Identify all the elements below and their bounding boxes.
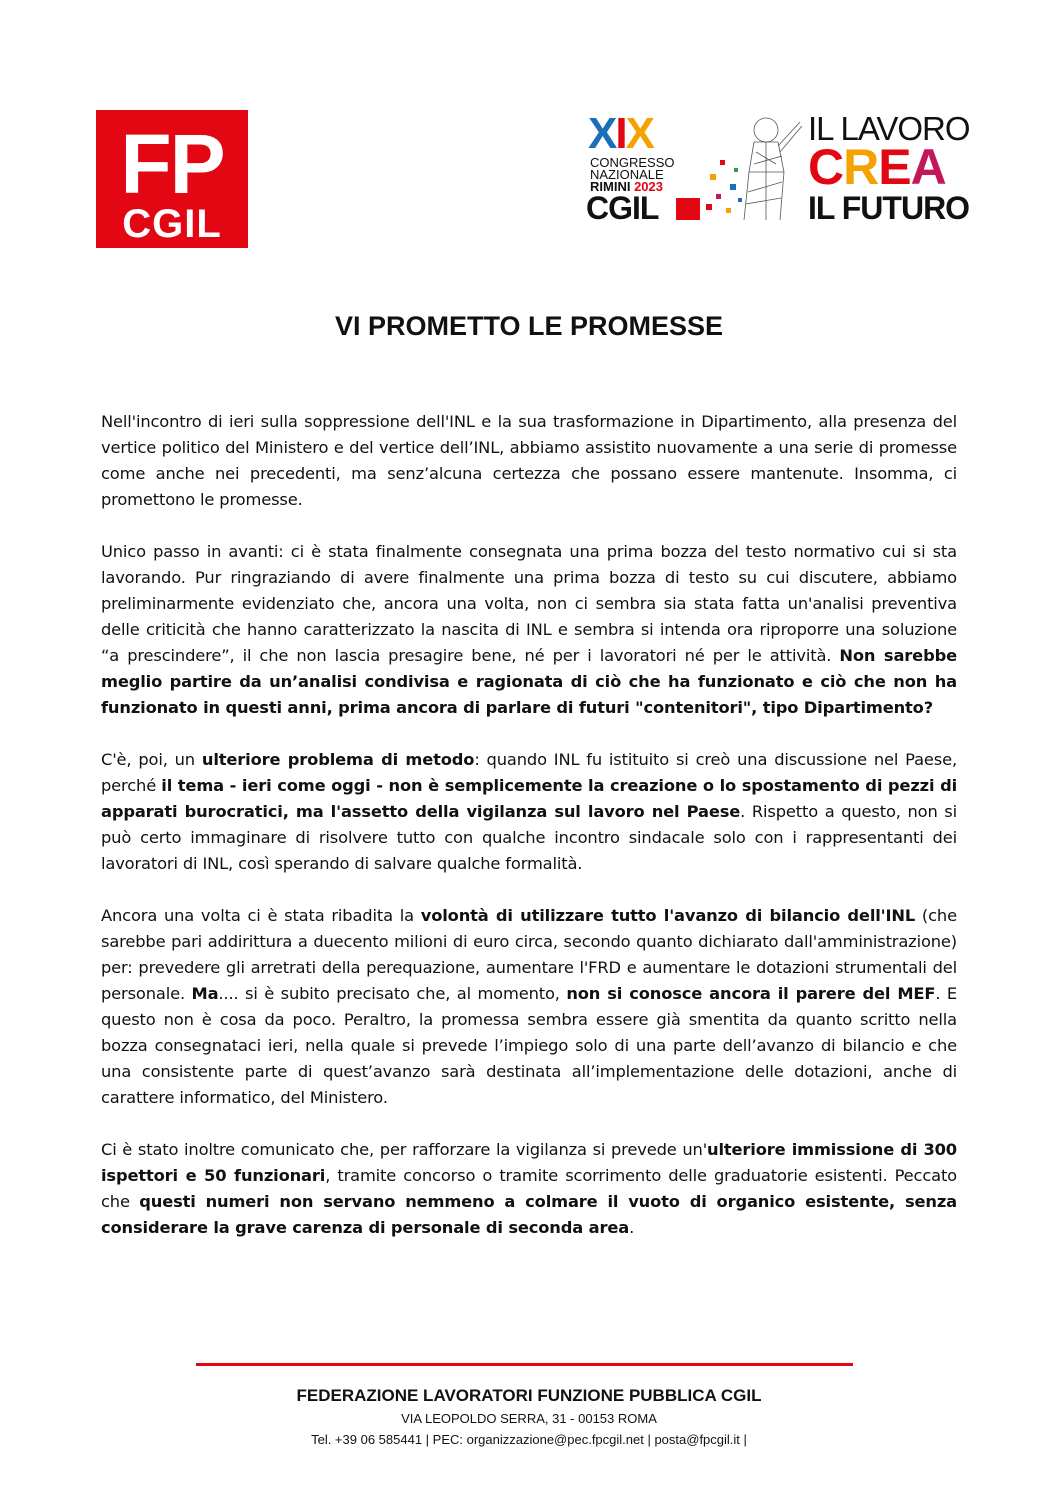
paragraph-text: , tramite concorso o tramite scorrimento delle graduatorie esistenti. Peccato che [101, 1166, 957, 1211]
congress-logo [586, 109, 982, 226]
bold-text: il tema - ieri come oggi - non è semplicemente la creazione o lo spostamento di pezzi di apparati burocratici, ma l'assetto della vigilanza sul lavoro nel Paese [101, 776, 958, 821]
fp-cgil-logo [96, 110, 248, 248]
body-paragraph [101, 903, 957, 1111]
document-body [101, 409, 957, 1267]
congress-org: CGIL [586, 190, 659, 226]
bold-text: questi numeri non servano nemmeno a colmare il vuoto di organico esistente, senza considerare la grave carenza di personale di seconda area [101, 1192, 957, 1237]
paragraph-text: . E questo non è cosa da poco. Peraltro, la promessa sembra essere già smentita da quanto scritto nella bozza consegnataci ieri, nella quale si prevede l’impiego solo di una parte dell’avanzo di bilancio e che una consistente parte di quest’avanzo sarà destinata all’implementazione delle dotazioni, anche di carattere informatico, del Ministero. [101, 984, 958, 1107]
logo-fp-text: FP [120, 117, 224, 211]
congress-label: CONGRESSO [590, 155, 675, 170]
logo-cgil-text: CGIL [122, 202, 222, 246]
congress-city-year: RIMINI 2023 [590, 179, 663, 194]
footer-org-name: FEDERAZIONE LAVORATORI FUNZIONE PUBBLICA CGIL [296, 1386, 762, 1405]
slogan-line-3: IL FUTURO [808, 190, 970, 226]
paragraph-text: . Rispetto a questo, non si può certo immaginare di risolvere tutto con qualche incontro sindacale solo con i rappresentanti dei lavoratori di INL, così sperando di salvare qualche formalità. [101, 802, 957, 873]
body-paragraph [101, 747, 957, 877]
bold-text: Non sarebbe meglio partire da un’analisi condivisa e ragionata di ciò che ha funzionato e ciò che non ha funzionato in questi anni, prima ancora di parlare di futuri "contenitori", tipo Dipartimento? [101, 646, 957, 717]
paragraph-text: Unico passo in avanti: ci è stata finalmente consegnata una prima bozza del testo normativo cui si sta lavorando. Pur ringraziando di avere finalmente una prima bozza di testo su cui discutere, abbiamo preliminarmente evidenziato che, ancora una volta, non ci sembra sia stata fatta un'analisi preventiva delle criticità che hanno caratterizzato la nascita di INL e sembra si intenda ora riproporre una soluzione “a prescindere”, il che non lascia presagire bene, né per i lavoratori né per le attività. [101, 542, 957, 665]
footer-divider [196, 1363, 853, 1366]
paragraph-text: (che sarebbe pari addirittura a duecento milioni di euro circa, secondo quanto dichiarato dall'amministrazione) per: prevedere gli arretrati della perequazione, aumentare l'FRD e aumentare le dotazioni strumentali del personale. [101, 906, 957, 1003]
body-paragraph [101, 409, 957, 513]
paragraph-text: Ancora una volta ci è stata ribadita la [101, 906, 421, 925]
body-paragraph [101, 539, 957, 721]
congress-type: NAZIONALE [590, 167, 664, 182]
red-square-mark [676, 198, 700, 220]
slogan-line-1: IL LAVORO [808, 110, 970, 147]
body-paragraph [101, 1137, 957, 1241]
bold-text: ulteriore immissione di 300 ispettori e 50 funzionari [101, 1140, 957, 1185]
bold-text: non si conosce ancora il parere del MEF [566, 984, 936, 1003]
bold-text: volontà di utilizzare tutto l'avanzo di bilancio dell'INL [420, 906, 916, 925]
document-title: VI PROMETTO LE PROMESSE [334, 311, 724, 341]
congress-roman-numeral: XIX [588, 109, 653, 158]
paragraph-text: .... si è subito precisato che, al momento, [218, 984, 567, 1003]
bold-text: ulteriore problema di metodo [201, 750, 475, 769]
paragraph-text: : quando INL fu istituito si creò una discussione nel Paese, perché [101, 750, 958, 795]
paragraph-text: . [629, 1218, 635, 1237]
bold-text: Ma [191, 984, 219, 1003]
paragraph-text: Ci è stato inoltre comunicato che, per rafforzare la vigilanza si prevede un' [101, 1140, 708, 1159]
footer-contacts: Tel. +39 06 585441 | PEC: organizzazione@pec.fpcgil.net | posta@fpcgil.it | [311, 1432, 747, 1447]
footer-address: VIA LEOPOLDO SERRA, 31 - 00153 ROMA [401, 1411, 657, 1426]
statue-figure-icon [704, 112, 804, 222]
slogan-line-2: CREA [808, 139, 946, 195]
paragraph-text: C'è, poi, un [101, 750, 202, 769]
paragraph-text: Nell'incontro di ieri sulla soppressione dell'INL e la sua trasformazione in Dipartimento, alla presenza del vertice politico del Ministero e del vertice dell’INL, abbiamo assistito nuovamente a una serie di promesse come anche nei precedenti, ma senz’alcuna certezza che possano essere mantenute. Insomma, ci promettono le promesse. [101, 412, 957, 509]
